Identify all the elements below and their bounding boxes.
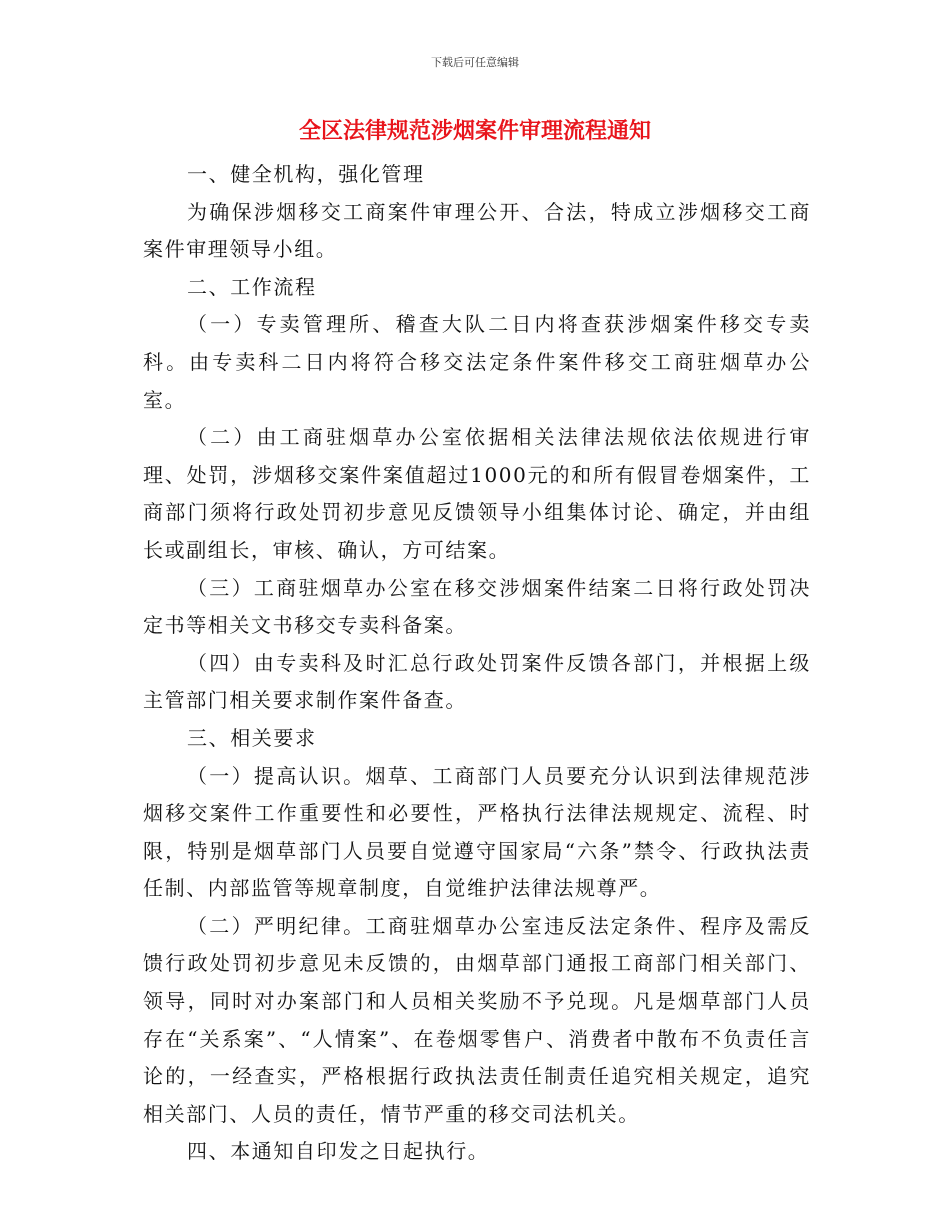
section-heading-2: 二、工作流程 [187, 274, 317, 299]
document-body [143, 156, 811, 1171]
paragraph: （一）提高认识。烟草、工商部门人员要充分认识到法律规范涉烟移交案件工作重要性和必要性，严格执行法律法规规定、流程、时限，特别是烟草部门人员要自觉遵守国家局“六条”禁令、行政执法责任制、内部监管等规章制度，自觉维护法律法规尊严。 [143, 763, 811, 901]
paragraph: （二）由工商驻烟草办公室依据相关法律法规依法依规进行审理、处罚，涉烟移交案件案值超过1000元的和所有假冒卷烟案件，工商部门须将行政处罚初步意见反馈领导小组集体讨论、确定，并由组长或副组长，审核、确认，方可结案。 [143, 425, 811, 562]
section-heading-3: 三、相关要求 [187, 725, 317, 750]
document-title: 全区法律规范涉烟案件审理流程通知 [298, 118, 651, 144]
paragraph: （四）由专卖科及时汇总行政处罚案件反馈各部门，并根据上级主管部门相关要求制作案件备查。 [143, 650, 811, 713]
paragraph: （三）工商驻烟草办公室在移交涉烟案件结案二日将行政处罚决定书等相关文书移交专卖科备案。 [143, 575, 811, 638]
section-heading-4: 四、本通知自印发之日起执行。 [187, 1139, 490, 1164]
header-note: 下载后可任意编辑 [431, 56, 519, 69]
paragraph: 为确保涉烟移交工商案件审理公开、合法，特成立涉烟移交工商案件审理领导小组。 [143, 199, 811, 262]
paragraph: （二）严明纪律。工商驻烟草办公室违反法定条件、程序及需反馈行政处罚初步意见未反馈的，由烟草部门通报工商部门相关部门、领导，同时对办案部门和人员相关奖励不予兑现。凡是烟草部门人员存在“关系案”、“人情案”、在卷烟零售户、消费者中散布不负责任言论的，一经查实，严格根据行政执法责任制责任追究相关规定，追究相关部门、人员的责任，情节严重的移交司法机关。 [143, 913, 811, 1126]
paragraph: （一）专卖管理所、稽查大队二日内将查获涉烟案件移交专卖科。由专卖科二日内将符合移交法定条件案件移交工商驻烟草办公室。 [143, 312, 811, 412]
section-heading-1: 一、健全机构，强化管理 [187, 162, 425, 186]
